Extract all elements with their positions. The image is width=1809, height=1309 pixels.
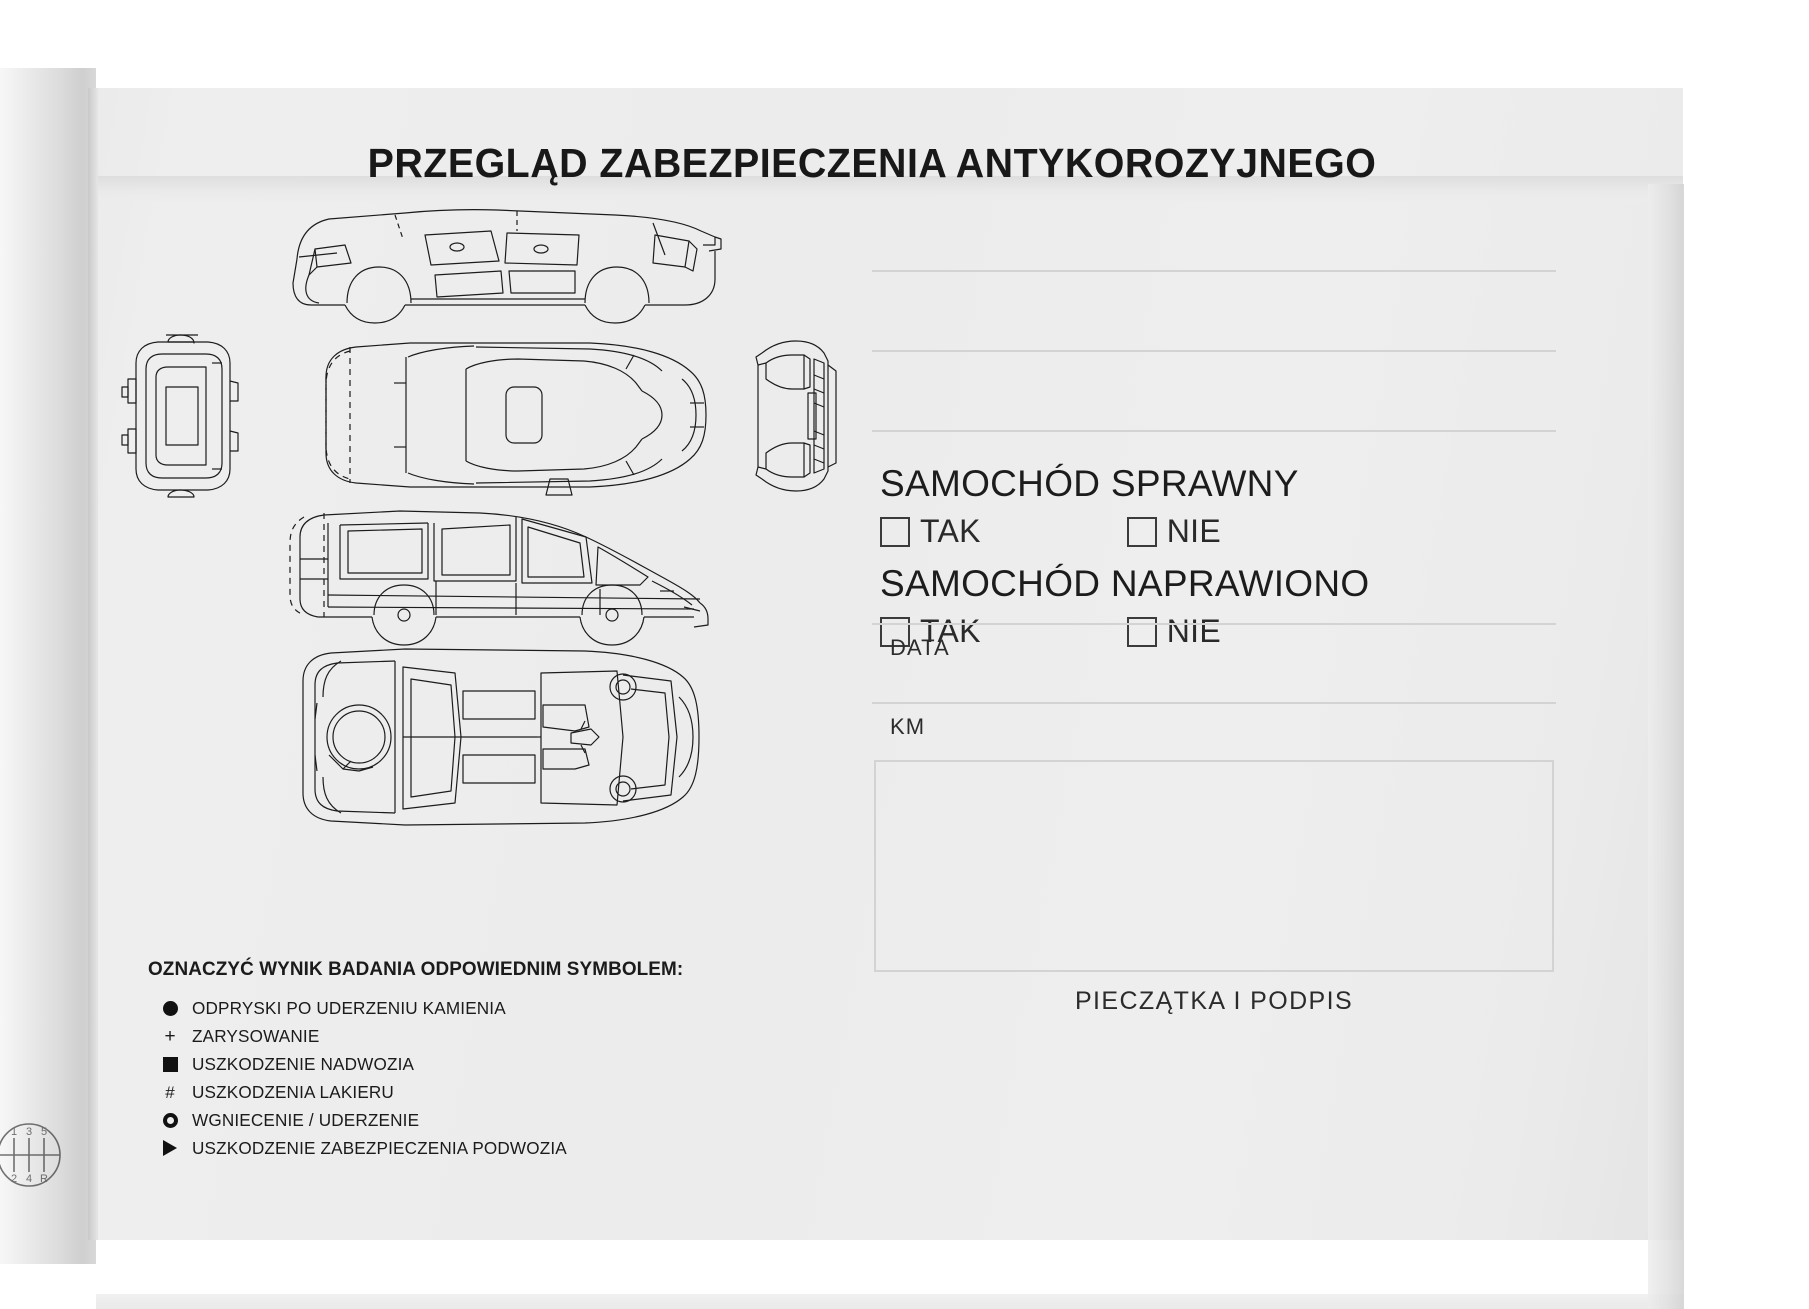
- booklet-spine: [0, 68, 96, 1264]
- front-face-view: [120, 333, 245, 498]
- stamp-signature-box[interactable]: [874, 760, 1554, 972]
- option-tak[interactable]: [880, 513, 981, 550]
- page-title: PRZEGLĄD ZABEZPIECZENIA ANTYKOROZYJNEGO: [367, 140, 1377, 186]
- checkbox-sprawny-nie[interactable]: [1127, 517, 1157, 547]
- svg-text:5: 5: [40, 1126, 48, 1138]
- legend-item: [148, 1078, 828, 1106]
- blank-line-2[interactable]: [872, 350, 1556, 352]
- vehicle-diagrams: [120, 205, 860, 825]
- filled-square-icon: [148, 1057, 192, 1072]
- gear-shift-pattern-icon: [0, 1118, 66, 1192]
- field-data[interactable]: [872, 623, 1556, 661]
- front-underbody-view: [285, 205, 725, 330]
- field-rule: [872, 623, 1556, 625]
- legend-item-label: WGNIECENIE / UDERZENIE: [192, 1109, 420, 1130]
- legend-item: [148, 1106, 828, 1134]
- svg-text:1: 1: [10, 1126, 18, 1138]
- legend-item-label: ZARYSOWANIE: [192, 1025, 320, 1046]
- question-label: SAMOCHÓD SPRAWNY: [880, 463, 1299, 504]
- legend-item: [148, 994, 828, 1022]
- legend-item: [148, 1050, 828, 1078]
- top-view: [290, 333, 710, 498]
- field-label: KM: [890, 714, 926, 739]
- field-label: DATA: [890, 635, 950, 660]
- legend-item-label: USZKODZENIE NADWOZIA: [192, 1053, 415, 1074]
- legend-item: [148, 1022, 828, 1050]
- legend-item-label: ODPRYSKI PO UDERZENIU KAMIENIA: [192, 997, 506, 1018]
- svg-text:3: 3: [25, 1126, 33, 1138]
- svg-text:4: 4: [25, 1173, 33, 1185]
- page-bottom-shadow: [96, 1294, 1683, 1309]
- svg-text:R: R: [40, 1173, 48, 1185]
- option-label: NIE: [1166, 513, 1222, 549]
- option-label: NIE: [1166, 613, 1222, 649]
- triangle-right-icon: [148, 1140, 192, 1156]
- side-view: [280, 503, 720, 648]
- checkbox-sprawny-tak[interactable]: [880, 517, 910, 547]
- ring-icon: [148, 1113, 192, 1128]
- field-rule: [872, 702, 1556, 704]
- legend-heading: OZNACZYĆ WYNIK BADANIA ODPOWIEDNIM SYMBOLEM:: [148, 958, 684, 980]
- option-label: TAK: [920, 613, 981, 649]
- question-samochod-sprawny: [880, 463, 1299, 550]
- question-label: SAMOCHÓD NAPRAWIONO: [880, 563, 1370, 604]
- rear-face-view: [748, 335, 848, 497]
- legend-item-label: USZKODZENIA LAKIERU: [192, 1081, 394, 1102]
- legend-block: [148, 958, 828, 1162]
- page-right-shadow: [1648, 184, 1684, 1309]
- underbody-view: [285, 645, 705, 830]
- legend-item: [148, 1134, 828, 1162]
- hash-icon: #: [165, 1082, 175, 1102]
- booklet-spine-edge: [88, 88, 98, 1240]
- option-nie[interactable]: [1127, 513, 1221, 550]
- option-label: TAK: [920, 513, 981, 549]
- legend-item-label: USZKODZENIE ZABEZPIECZENIA PODWOZIA: [192, 1137, 567, 1158]
- stamp-caption: PIECZĄTKA I PODPIS: [1074, 987, 1354, 1015]
- blank-line-3[interactable]: [872, 430, 1556, 432]
- plus-icon: +: [164, 1025, 176, 1047]
- svg-text:2: 2: [10, 1173, 18, 1185]
- blank-line-1[interactable]: [872, 270, 1556, 272]
- field-km[interactable]: [872, 702, 1556, 740]
- filled-circle-icon: [148, 1001, 192, 1016]
- question-options: [880, 513, 1299, 550]
